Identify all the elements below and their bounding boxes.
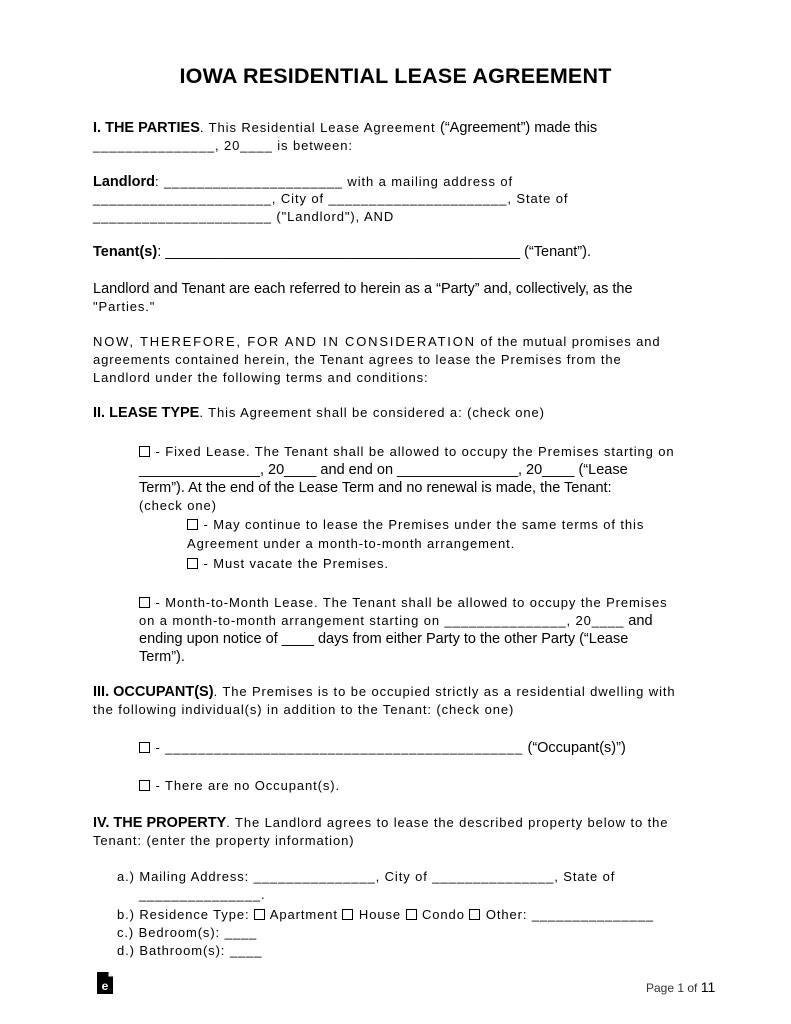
occupants-heading: III. OCCUPANT(S) bbox=[93, 684, 214, 700]
fixed-lease-checkbox[interactable] bbox=[139, 446, 150, 457]
landlord-line-3: ______________________ ("Landlord"), AND bbox=[93, 209, 395, 224]
property-item-a-line-1: a.) Mailing Address: _______________, City of _______________, State of bbox=[117, 869, 616, 884]
lease-type-heading: II. LEASE TYPE bbox=[93, 405, 200, 421]
vacate-checkbox[interactable] bbox=[187, 558, 198, 569]
fixed-lease-line-1: - Fixed Lease. The Tenant shall be allowed to occupy the Premises starting on bbox=[139, 443, 675, 461]
continue-option-line-1: - May continue to lease the Premises under the same terms of this bbox=[187, 516, 644, 534]
landlord-line-1: Landlord: ______________________ with a mailing address of bbox=[93, 174, 513, 190]
party-definition-line-1: Landlord and Tenant are each referred to herein as a “Party” and, collectively, as the bbox=[93, 281, 633, 297]
month-to-month-line-4: Term”). bbox=[139, 649, 185, 665]
occupants-line-2: the following individual(s) in addition to the Tenant: (check one) bbox=[93, 702, 515, 717]
month-to-month-line-1: - Month-to-Month Lease. The Tenant shall be allowed to occupy the Premises bbox=[139, 594, 668, 612]
property-item-c: c.) Bedroom(s): ____ bbox=[117, 925, 258, 940]
property-heading: IV. THE PROPERTY bbox=[93, 815, 227, 831]
property-item-b: b.) Residence Type: Apartment House Condo Other: _______________ bbox=[117, 907, 654, 922]
property-line-2: Tenant: (enter the property information) bbox=[93, 833, 355, 848]
month-to-month-checkbox[interactable] bbox=[139, 597, 150, 608]
consideration-line-3: Landlord under the following terms and conditions: bbox=[93, 370, 429, 385]
tenant-label: Tenant(s) bbox=[93, 244, 158, 260]
vacate-option-line: - Must vacate the Premises. bbox=[187, 555, 389, 573]
occupants-option-1: - ____________________________________________ (“Occupant(s)”) bbox=[139, 739, 626, 757]
page-number: Page 1 of 11 bbox=[646, 979, 716, 995]
lease-type-line: II. LEASE TYPE. This Agreement shall be considered a: (check one) bbox=[93, 405, 545, 421]
occupants-option-2: - There are no Occupant(s). bbox=[139, 777, 340, 795]
fixed-lease-line-4: (check one) bbox=[139, 498, 217, 513]
parties-heading: I. THE PARTIES bbox=[93, 120, 200, 136]
continue-lease-checkbox[interactable] bbox=[187, 519, 198, 530]
apartment-checkbox[interactable] bbox=[254, 909, 265, 920]
continue-option-line-2: Agreement under a month-to-month arrangement. bbox=[187, 536, 516, 551]
parties-line-1: I. THE PARTIES. This Residential Lease Agreement (“Agreement”) made this bbox=[93, 120, 598, 136]
no-occupants-checkbox[interactable] bbox=[139, 780, 150, 791]
property-item-a-line-2: _______________. bbox=[139, 887, 266, 902]
consideration-line-1: NOW, THEREFORE, FOR AND IN CONSIDERATION of the mutual promises and bbox=[93, 334, 661, 349]
fixed-lease-line-3: Term”). At the end of the Lease Term and no renewal is made, the Tenant: bbox=[139, 480, 612, 496]
fixed-lease-line-2: _______________, 20____ and end on _______________, 20____ (“Lease bbox=[139, 462, 628, 478]
document-title: IOWA RESIDENTIAL LEASE AGREEMENT bbox=[179, 64, 612, 88]
house-checkbox[interactable] bbox=[342, 909, 353, 920]
landlord-line-2: ______________________, City of ______________________, State of bbox=[93, 191, 569, 206]
svg-text:e: e bbox=[101, 979, 109, 993]
tenant-line: Tenant(s): ____________________________________________ (“Tenant”). bbox=[93, 244, 591, 260]
property-line-1: IV. THE PROPERTY. The Landlord agrees to lease the described property below to the bbox=[93, 815, 669, 831]
property-item-d: d.) Bathroom(s): ____ bbox=[117, 943, 263, 958]
month-to-month-line-3: ending upon notice of ____ days from either Party to the other Party (“Lease bbox=[139, 631, 629, 647]
landlord-label: Landlord bbox=[93, 174, 156, 190]
parties-line-2: _______________, 20____ is between: bbox=[93, 138, 353, 153]
occupants-listed-checkbox[interactable] bbox=[139, 742, 150, 753]
party-definition-line-2: "Parties." bbox=[93, 299, 156, 314]
consideration-line-2: agreements contained herein, the Tenant agrees to lease the Premises from the bbox=[93, 352, 622, 367]
condo-checkbox[interactable] bbox=[406, 909, 417, 920]
month-to-month-line-2: on a month-to-month arrangement starting on _______________, 20____ and bbox=[139, 613, 653, 629]
other-checkbox[interactable] bbox=[469, 909, 480, 920]
eforms-logo-icon bbox=[95, 971, 115, 995]
occupants-line-1: III. OCCUPANT(S). The Premises is to be occupied strictly as a residential dwelling with bbox=[93, 684, 676, 700]
